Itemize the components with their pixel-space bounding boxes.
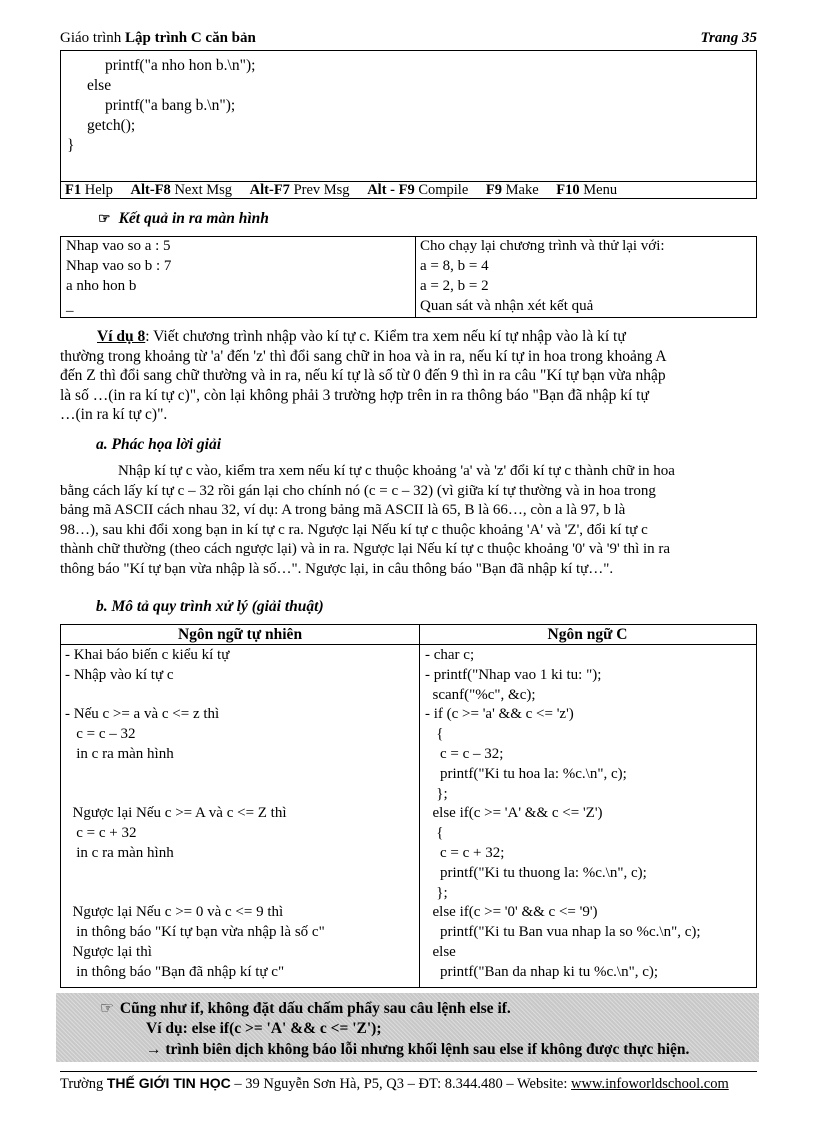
note-box [56,993,759,1062]
section-a-title: a. Phác họa lời giải [96,436,222,453]
algorithm-table [60,624,757,988]
note-line-2: Ví dụ: else if(c >= 'A' && c <= 'Z'); [146,1020,382,1037]
paragraph-line: …(in ra kí tự c)". [60,406,168,423]
example-8-paragraph: Ví dụ 8: Viết chương trình nhập vào kí tự c. Kiểm tra xem nếu kí tự nhập vào là kí tự thường trong khoảng từ 'a' đến 'z' thì đổi sang chữ in hoa và in ra, nếu kí tự in hoa trong khoảng A đến Z thì đổi sang chữ thường và in ra, nếu kí tự là số từ 0 đến 9 thì in ra câu "Kí tự bạn vừa nhập là số …(in ra kí tự c)", còn lại không phải 3 trường hợp trên in ra thông báo "Bạn đã nhập kí tự …(in ra kí tự c)". [60,327,757,425]
instruction-line: Quan sát và nhận xét kết quả [420,298,594,314]
book-title: Giáo trình Lập trình C căn bản [60,30,256,46]
algorithm-step-c: printf("Ki tu thuong la: %c.\n", c); [425,864,647,881]
algorithm-step-c: }; [425,785,448,802]
website-link[interactable]: www.infoworldschool.com [571,1076,729,1092]
paragraph-line: Nhập kí tự c vào, kiểm tra xem nếu kí tự c thuộc khoảng 'a' và 'z' đổi kí tự c thành chữ in hoa [118,463,675,479]
output-table [60,236,757,318]
algorithm-step-natural: Ngược lại Nếu c >= 0 và c <= 9 thì [65,904,284,921]
algorithm-step-c: else if(c >= '0' && c <= '9') [425,904,598,921]
instruction-line: Cho chạy lại chương trình và thử lại với: [420,238,665,254]
section-b-title: b. Mô tả quy trình xử lý (giải thuật) [96,598,324,615]
paragraph-line: thường trong khoảng từ 'a' đến 'z' thì đổi sang chữ in hoa và in ra, nếu kí tự in hoa trong khoảng A [60,347,667,365]
instruction-line: a = 8, b = 4 [420,258,489,274]
ide-key-bar [61,181,756,199]
page-footer: Trường THẾ GIỚI TIN HỌC – 39 Nguyễn Sơn Hà, P5, Q3 – ĐT: 8.344.480 – Website: www.infoworldschool.com [60,1075,729,1092]
key-f9: F9 Make [485,182,539,198]
algorithm-step-natural: - Nhập vào kí tự c [65,666,174,683]
algorithm-step-c: c = c + 32; [425,845,505,861]
key-f1: F1 Help [65,182,113,198]
paragraph-line: là số …(in ra kí tự c)", còn lại không phải 3 trường hợp trên in ra thông báo "Bạn đã nhập kí tự [60,386,649,404]
column-divider [419,625,420,987]
key-alt-f7: Alt-F7 Prev Msg [249,182,350,198]
note-line-3: → trình biên dịch không báo lỗi nhưng khối lệnh sau else if không được thực hiện. [146,1041,690,1058]
algorithm-step-natural: in thông báo "Bạn đã nhập kí tự c" [65,963,285,980]
col-header-natural-language: Ngôn ngữ tự nhiên [177,626,303,643]
output-line: Nhap vao so a : 5 [66,238,171,254]
algorithm-step-natural: c = c – 32 [65,726,136,743]
algorithm-step-natural: in thông báo "Kí tự bạn vừa nhập là số c" [65,924,325,941]
paragraph-line: thông báo "Kí tự bạn vừa nhập là số…". Ngược lại, in câu thông báo "Bạn đã nhập kí tự…". [60,560,614,577]
key-alt-f9: Alt - F9 Compile [367,182,469,198]
paragraph-line: đến Z thì đổi sang chữ thường và in ra, nếu kí tự là số từ 0 đến 9 thì in ra câu "Kí tự bạn vừa nhập [60,367,666,384]
key-f10: F10 Menu [556,182,618,198]
retry-instructions-column [415,237,756,317]
algorithm-step-c: c = c – 32; [425,746,504,762]
code-line: printf("a bang b.\n"); [105,97,236,114]
result-heading: ☞ Kết quả in ra màn hình [98,210,269,227]
page-header [60,28,757,51]
paragraph-line: bằng cách lấy kí tự c – 32 rồi gán lại cho chính nó (c = c – 32) (vì giữa kí tự thường và in hoa trong [60,482,656,499]
algorithm-step-natural: c = c + 32 [65,825,137,842]
pointing-hand-icon: ☞ [98,212,111,227]
section-a-paragraph [60,462,757,579]
school-name: THẾ GIỚI TIN HỌC [106,1075,231,1091]
footer-rule [60,1071,757,1073]
instruction-line: a = 2, b = 2 [420,278,489,294]
code-line: else [87,77,112,94]
page-number: Trang 35 [700,30,757,46]
algorithm-step-c: printf("Ki tu Ban vua nhap la so %c.\n", c); [425,924,701,941]
paragraph-line: thành chữ thường (theo cách ngược lại) và in ra. Ngược lại Nếu kí tự c thuộc khoảng '0' và '9' thì in ra [60,541,671,557]
algorithm-step-c: else if(c >= 'A' && c <= 'Z') [425,805,603,822]
algorithm-step-c: }; [425,884,448,901]
output-line: _ [66,298,74,314]
code-line: printf("a nho hon b.\n"); [105,57,256,74]
algorithm-step-c: { [425,825,444,842]
pointing-hand-icon: ☞ [100,1000,114,1017]
algorithm-step-c: - if (c >= 'a' && c <= 'z') [425,706,574,723]
code-line: getch(); [87,117,136,134]
algorithm-step-c: - char c; [425,647,475,663]
console-output-column [61,237,416,317]
algorithm-step-c: { [425,726,444,743]
algorithm-step-natural: - Khai báo biến c kiểu kí tự [65,647,230,663]
algorithm-step-natural: Ngược lại thì [65,944,152,960]
algorithm-step-c: printf("Ban da nhap ki tu %c.\n", c); [425,963,659,980]
algorithm-step-natural: Ngược lại Nếu c >= A và c <= Z thì [65,805,287,822]
algorithm-step-c: printf("Ki tu hoa la: %c.\n", c); [425,765,627,782]
key-alt-f8: Alt-F8 Next Msg [130,182,233,198]
note-line-1: ☞ Cũng như if, không đặt dấu chấm phẩy sau câu lệnh else if. [100,1000,511,1017]
output-line: Nhap vao so b : 7 [66,258,172,274]
paragraph-line: bảng mã ASCII cách nhau 32, ví dụ: A trong bảng mã ASCII là 65, B là 66…, còn a là 97, b là [60,502,626,518]
col-header-c-language: Ngôn ngữ C [547,626,628,643]
code-line: } [67,137,75,154]
example-label: Ví dụ 8 [97,328,146,345]
algorithm-step-natural: - Nếu c >= a và c <= z thì [65,706,220,723]
output-line: a nho hon b [66,278,137,294]
paragraph-line: 98…), sau khi đổi xong bạn in kí tự c ra. Ngược lại Nếu kí tự c thuộc khoảng 'A' và 'Z', đổi kí tự c [60,521,648,538]
algorithm-step-natural: in c ra màn hình [65,845,174,861]
algorithm-step-c: scanf("%c", &c); [425,686,536,703]
algorithm-step-natural: in c ra màn hình [65,746,174,762]
code-listing-box [60,51,757,199]
algorithm-step-c: - printf("Nhap vao 1 ki tu: "); [425,666,602,683]
algorithm-step-c: else [425,944,456,960]
